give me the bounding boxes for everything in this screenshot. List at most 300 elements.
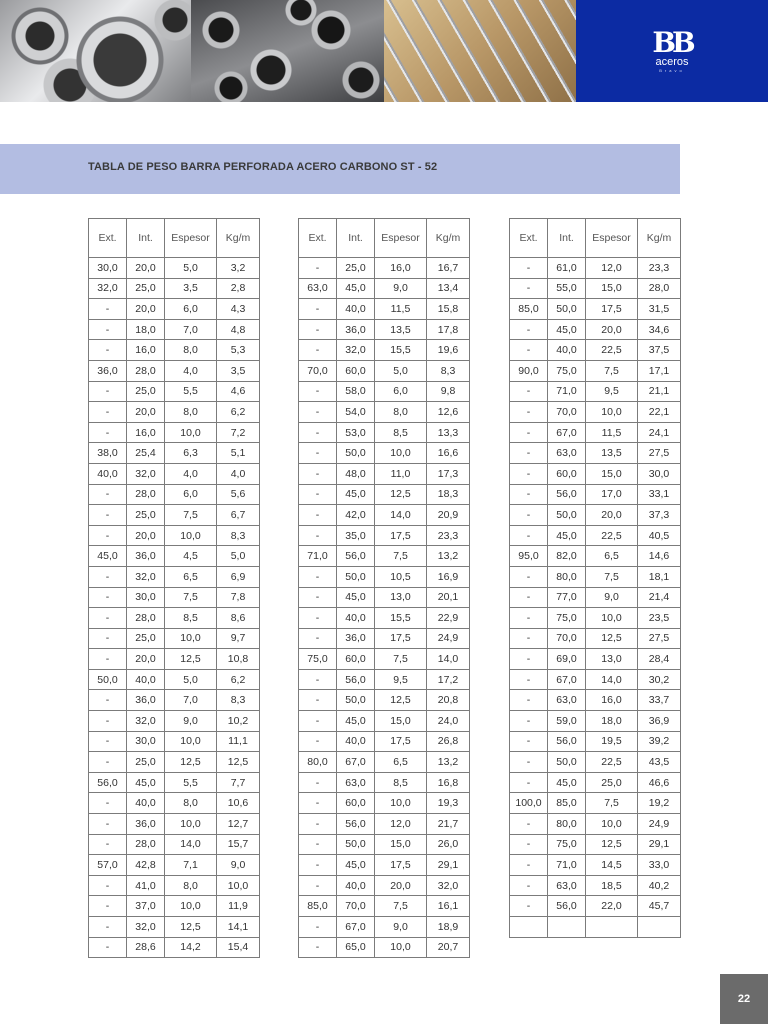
table-row (510, 319, 681, 340)
table-row (510, 566, 681, 587)
cell-int: 28,0 (127, 608, 165, 629)
cell-ext: - (510, 855, 548, 876)
cell-ext: - (89, 422, 127, 443)
table-row (299, 608, 470, 629)
cell-kgm: 27,5 (638, 443, 681, 464)
cell-int: 56,0 (548, 896, 586, 917)
cell-kgm: 36,9 (638, 711, 681, 732)
cell-kgm: 20,8 (427, 690, 470, 711)
cell-espesor: 6,5 (165, 566, 217, 587)
cell-espesor: 4,0 (165, 463, 217, 484)
cell-espesor (586, 917, 638, 938)
cell-int: 20,0 (127, 258, 165, 279)
steel-pipes-photo (191, 0, 384, 102)
table-row (89, 587, 260, 608)
cell-ext: - (89, 896, 127, 917)
cell-kgm: 32,0 (427, 875, 470, 896)
table-header-row (299, 219, 470, 258)
table-row (89, 525, 260, 546)
cell-kgm: 22,9 (427, 608, 470, 629)
cell-ext: - (299, 505, 337, 526)
cell-int: 32,0 (127, 463, 165, 484)
cell-kgm: 9,8 (427, 381, 470, 402)
table-row (299, 772, 470, 793)
cell-int: 56,0 (337, 814, 375, 835)
cell-espesor: 20,0 (375, 875, 427, 896)
cell-kgm: 12,5 (217, 752, 260, 773)
table-row (299, 505, 470, 526)
cell-espesor: 9,0 (165, 711, 217, 732)
cell-espesor: 22,5 (586, 525, 638, 546)
cell-kgm: 16,6 (427, 443, 470, 464)
cell-kgm: 7,8 (217, 587, 260, 608)
cell-espesor: 8,5 (375, 422, 427, 443)
cell-int: 32,0 (127, 711, 165, 732)
table-row (510, 402, 681, 423)
cell-espesor: 6,3 (165, 443, 217, 464)
table-row (510, 855, 681, 876)
cell-kgm: 20,9 (427, 505, 470, 526)
cell-kgm: 24,9 (427, 628, 470, 649)
cell-int: 70,0 (548, 402, 586, 423)
cell-espesor: 3,5 (165, 278, 217, 299)
cell-int: 53,0 (337, 422, 375, 443)
table-row (510, 505, 681, 526)
cell-kgm: 3,5 (217, 360, 260, 381)
brand-logo-icon: BB (652, 26, 692, 59)
table-row (89, 896, 260, 917)
cell-ext: - (510, 628, 548, 649)
cell-int: 16,0 (127, 422, 165, 443)
cell-int: 36,0 (127, 546, 165, 567)
cell-ext: 100,0 (510, 793, 548, 814)
cell-ext: 38,0 (89, 443, 127, 464)
cell-espesor: 17,5 (586, 299, 638, 320)
cell-ext: - (89, 793, 127, 814)
cell-kgm: 7,2 (217, 422, 260, 443)
table-row (299, 299, 470, 320)
cell-ext: 32,0 (89, 278, 127, 299)
table-row (89, 566, 260, 587)
cell-kgm: 14,0 (427, 649, 470, 670)
table-row (89, 319, 260, 340)
table-row (299, 402, 470, 423)
cell-ext: - (299, 834, 337, 855)
cell-espesor: 11,5 (375, 299, 427, 320)
table-row (510, 917, 681, 938)
cell-int: 63,0 (548, 443, 586, 464)
cell-kgm: 18,9 (427, 917, 470, 938)
cell-kgm: 6,2 (217, 402, 260, 423)
cell-espesor: 22,5 (586, 752, 638, 773)
cell-ext: 56,0 (89, 772, 127, 793)
weight-table-2 (298, 218, 470, 958)
cell-kgm: 4,3 (217, 299, 260, 320)
cell-kgm: 11,1 (217, 731, 260, 752)
cell-espesor: 8,0 (165, 793, 217, 814)
table-row (510, 690, 681, 711)
cell-espesor: 7,5 (586, 566, 638, 587)
cell-ext: - (510, 319, 548, 340)
cell-ext: - (299, 937, 337, 958)
cell-kgm: 16,1 (427, 896, 470, 917)
cell-espesor: 7,0 (165, 690, 217, 711)
cell-int: 45,0 (337, 855, 375, 876)
cell-kgm: 4,8 (217, 319, 260, 340)
cell-kgm: 40,5 (638, 525, 681, 546)
cell-espesor: 5,0 (165, 669, 217, 690)
cell-ext: 95,0 (510, 546, 548, 567)
cell-ext: - (299, 463, 337, 484)
cell-ext: - (510, 731, 548, 752)
table-row (510, 793, 681, 814)
cell-kgm: 6,2 (217, 669, 260, 690)
column-header-kgm: Kg/m (217, 219, 260, 258)
cell-ext: - (510, 258, 548, 279)
cell-ext: 90,0 (510, 360, 548, 381)
cell-ext: - (89, 752, 127, 773)
cell-espesor: 17,5 (375, 628, 427, 649)
table-row (299, 793, 470, 814)
cell-int: 45,0 (127, 772, 165, 793)
steel-tubes-photo (0, 0, 191, 102)
cell-espesor: 10,0 (586, 814, 638, 835)
cell-ext: - (89, 690, 127, 711)
table-row (299, 690, 470, 711)
cell-kgm: 6,7 (217, 505, 260, 526)
cell-ext: - (510, 834, 548, 855)
cell-kgm: 5,6 (217, 484, 260, 505)
cell-espesor: 8,0 (165, 340, 217, 361)
table-row (299, 258, 470, 279)
cell-espesor: 6,0 (165, 299, 217, 320)
cell-int: 48,0 (337, 463, 375, 484)
cell-espesor: 15,0 (586, 278, 638, 299)
cell-espesor: 6,0 (165, 484, 217, 505)
cell-ext: - (510, 875, 548, 896)
cell-ext: - (89, 649, 127, 670)
cell-int: 20,0 (127, 649, 165, 670)
cell-ext: - (510, 608, 548, 629)
cell-ext: 36,0 (89, 360, 127, 381)
cell-kgm (638, 917, 681, 938)
cell-ext: - (510, 711, 548, 732)
cell-int: 50,0 (337, 566, 375, 587)
table-row (510, 875, 681, 896)
cell-int: 59,0 (548, 711, 586, 732)
cell-espesor: 25,0 (586, 772, 638, 793)
cell-espesor: 8,0 (165, 875, 217, 896)
table-row (510, 731, 681, 752)
cell-espesor: 5,0 (165, 258, 217, 279)
cell-kgm: 15,7 (217, 834, 260, 855)
cell-int: 50,0 (548, 299, 586, 320)
cell-ext: - (299, 917, 337, 938)
cell-int: 80,0 (548, 566, 586, 587)
cell-ext: - (510, 381, 548, 402)
cell-int: 71,0 (548, 381, 586, 402)
cell-espesor: 16,0 (586, 690, 638, 711)
cell-ext: - (89, 608, 127, 629)
cell-int: 36,0 (337, 319, 375, 340)
table-row (299, 360, 470, 381)
table-row (510, 669, 681, 690)
cell-espesor: 10,0 (165, 628, 217, 649)
cell-ext: - (299, 258, 337, 279)
cell-espesor: 11,5 (586, 422, 638, 443)
cell-int: 28,0 (127, 834, 165, 855)
table-row (89, 360, 260, 381)
cell-kgm: 12,7 (217, 814, 260, 835)
cell-kgm: 5,3 (217, 340, 260, 361)
table-row (89, 546, 260, 567)
cell-ext: - (510, 525, 548, 546)
cell-int: 25,0 (127, 628, 165, 649)
cell-ext: - (299, 422, 337, 443)
cell-espesor: 9,0 (586, 587, 638, 608)
cell-kgm: 46,6 (638, 772, 681, 793)
table-row (89, 711, 260, 732)
table-row (89, 834, 260, 855)
cell-ext: 80,0 (299, 752, 337, 773)
cell-int: 56,0 (548, 484, 586, 505)
cell-int: 30,0 (127, 587, 165, 608)
cell-ext: - (89, 525, 127, 546)
cell-espesor: 20,0 (586, 505, 638, 526)
cell-int: 28,0 (127, 484, 165, 505)
cell-espesor: 20,0 (586, 319, 638, 340)
cell-int: 45,0 (337, 711, 375, 732)
cell-espesor: 14,0 (586, 669, 638, 690)
cell-int: 25,0 (127, 381, 165, 402)
cell-kgm: 9,0 (217, 855, 260, 876)
cell-kgm: 23,3 (427, 525, 470, 546)
cell-kgm: 9,7 (217, 628, 260, 649)
cell-kgm: 28,4 (638, 649, 681, 670)
cell-kgm: 19,2 (638, 793, 681, 814)
cell-ext: - (299, 669, 337, 690)
cell-espesor: 10,0 (375, 793, 427, 814)
cell-espesor: 12,5 (165, 752, 217, 773)
cell-ext: 85,0 (299, 896, 337, 917)
cell-kgm: 37,5 (638, 340, 681, 361)
cell-espesor: 9,5 (375, 669, 427, 690)
cell-espesor: 17,5 (375, 525, 427, 546)
cell-kgm: 15,4 (217, 937, 260, 958)
cell-kgm: 2,8 (217, 278, 260, 299)
cell-ext: - (89, 566, 127, 587)
cell-kgm: 21,4 (638, 587, 681, 608)
cell-ext: - (89, 834, 127, 855)
cell-kgm: 3,2 (217, 258, 260, 279)
table-row (299, 443, 470, 464)
cell-int: 60,0 (337, 360, 375, 381)
page-number: 22 (720, 974, 768, 1024)
cell-ext (510, 917, 548, 938)
cell-ext: - (299, 875, 337, 896)
cell-int: 35,0 (337, 525, 375, 546)
table-row (510, 628, 681, 649)
cell-espesor: 10,0 (165, 814, 217, 835)
cell-espesor: 15,0 (375, 711, 427, 732)
cell-int: 45,0 (337, 278, 375, 299)
table-row (89, 484, 260, 505)
table-row (299, 752, 470, 773)
cell-ext: 30,0 (89, 258, 127, 279)
table-row (510, 381, 681, 402)
cell-kgm: 13,4 (427, 278, 470, 299)
cell-espesor: 8,0 (165, 402, 217, 423)
cell-espesor: 14,0 (165, 834, 217, 855)
column-header-int: Int. (548, 219, 586, 258)
cell-ext: - (89, 711, 127, 732)
cell-int: 80,0 (548, 814, 586, 835)
table-row (510, 422, 681, 443)
cell-kgm: 29,1 (427, 855, 470, 876)
cell-int: 45,0 (548, 772, 586, 793)
title-bar (0, 144, 680, 194)
table-row (299, 875, 470, 896)
column-header-int: Int. (127, 219, 165, 258)
cell-ext: - (510, 566, 548, 587)
cell-espesor: 7,5 (586, 360, 638, 381)
cell-ext: - (510, 484, 548, 505)
table-row (299, 855, 470, 876)
table-row (89, 752, 260, 773)
cell-int: 56,0 (337, 669, 375, 690)
cell-kgm: 17,3 (427, 463, 470, 484)
cell-kgm: 8,3 (217, 690, 260, 711)
cell-kgm: 27,5 (638, 628, 681, 649)
cell-espesor: 6,5 (375, 752, 427, 773)
cell-int: 77,0 (548, 587, 586, 608)
table-row (89, 443, 260, 464)
cell-int: 70,0 (548, 628, 586, 649)
cell-ext: - (299, 402, 337, 423)
table-row (510, 525, 681, 546)
cell-espesor: 7,5 (375, 649, 427, 670)
cell-int: 40,0 (337, 731, 375, 752)
cell-kgm: 10,2 (217, 711, 260, 732)
cell-ext: 45,0 (89, 546, 127, 567)
cell-int: 40,0 (127, 793, 165, 814)
cell-kgm: 33,7 (638, 690, 681, 711)
cell-espesor: 10,0 (375, 443, 427, 464)
cell-kgm: 17,1 (638, 360, 681, 381)
cell-ext: - (299, 319, 337, 340)
cell-espesor: 8,0 (375, 402, 427, 423)
cell-ext: 50,0 (89, 669, 127, 690)
cell-int: 25,0 (127, 752, 165, 773)
cell-kgm: 40,2 (638, 875, 681, 896)
cell-espesor: 12,5 (586, 628, 638, 649)
cell-ext: - (299, 855, 337, 876)
cell-ext: - (510, 669, 548, 690)
cell-ext: - (510, 505, 548, 526)
cell-ext: - (299, 443, 337, 464)
table-row (299, 340, 470, 361)
table-row (510, 484, 681, 505)
cell-int: 41,0 (127, 875, 165, 896)
table-row (89, 278, 260, 299)
cell-ext: - (510, 422, 548, 443)
table-row (510, 608, 681, 629)
cell-ext: 57,0 (89, 855, 127, 876)
cell-espesor: 22,5 (586, 340, 638, 361)
column-header-espesor: Espesor (375, 219, 427, 258)
cell-int: 36,0 (127, 814, 165, 835)
cell-int: 45,0 (337, 587, 375, 608)
cell-espesor: 10,0 (165, 422, 217, 443)
cell-ext: 70,0 (299, 360, 337, 381)
cell-int: 45,0 (548, 319, 586, 340)
table-row (89, 608, 260, 629)
cell-espesor: 18,5 (586, 875, 638, 896)
cell-kgm: 24,1 (638, 422, 681, 443)
cell-ext: - (510, 463, 548, 484)
table-row (89, 340, 260, 361)
cell-int: 55,0 (548, 278, 586, 299)
table-row (510, 587, 681, 608)
cell-ext: - (510, 587, 548, 608)
table-row (510, 463, 681, 484)
cell-kgm: 13,2 (427, 752, 470, 773)
table-row (299, 669, 470, 690)
weight-table-3 (509, 218, 681, 938)
cell-int: 28,0 (127, 360, 165, 381)
cell-kgm: 33,0 (638, 855, 681, 876)
cell-kgm: 20,7 (427, 937, 470, 958)
cell-espesor: 6,0 (375, 381, 427, 402)
cell-espesor: 5,5 (165, 381, 217, 402)
cell-ext: 75,0 (299, 649, 337, 670)
cell-int: 30,0 (127, 731, 165, 752)
table-row (89, 814, 260, 835)
cell-int: 56,0 (337, 546, 375, 567)
cell-kgm: 13,3 (427, 422, 470, 443)
cell-kgm: 30,0 (638, 463, 681, 484)
cell-int: 50,0 (548, 505, 586, 526)
cell-ext: - (299, 484, 337, 505)
cell-int: 28,6 (127, 937, 165, 958)
cell-int: 25,0 (337, 258, 375, 279)
cell-espesor: 14,5 (586, 855, 638, 876)
cell-int: 60,0 (337, 793, 375, 814)
cell-kgm: 7,7 (217, 772, 260, 793)
cell-espesor: 14,0 (375, 505, 427, 526)
weight-table-1 (88, 218, 260, 958)
table-row (510, 649, 681, 670)
cell-espesor: 7,5 (375, 546, 427, 567)
cell-int: 40,0 (337, 299, 375, 320)
cell-espesor: 10,0 (375, 937, 427, 958)
table-row (510, 896, 681, 917)
cell-int: 50,0 (548, 752, 586, 773)
cell-int: 32,0 (127, 566, 165, 587)
cell-int: 70,0 (337, 896, 375, 917)
cell-int: 61,0 (548, 258, 586, 279)
cell-espesor: 8,5 (375, 772, 427, 793)
cell-kgm: 5,1 (217, 443, 260, 464)
table-row (299, 381, 470, 402)
cell-espesor: 12,5 (375, 690, 427, 711)
cell-kgm: 16,8 (427, 772, 470, 793)
cell-int (548, 917, 586, 938)
cell-kgm: 20,1 (427, 587, 470, 608)
cell-ext: - (89, 340, 127, 361)
cell-kgm: 5,0 (217, 546, 260, 567)
cell-int: 40,0 (127, 669, 165, 690)
